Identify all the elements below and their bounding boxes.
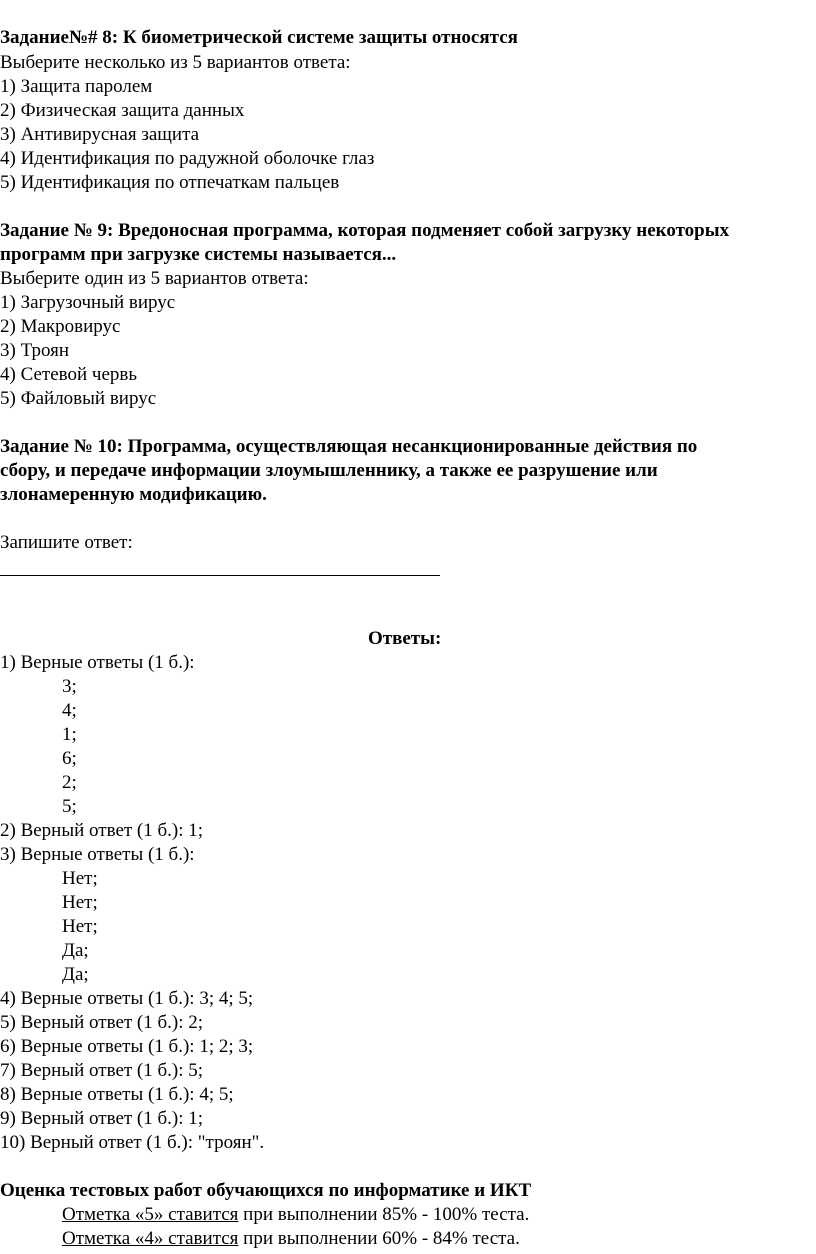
task8-title: Задание№# 8: К биометрической системе защиты относятся xyxy=(0,27,518,48)
answer-6: 6) Верные ответы (1 б.): 1; 2; 3; xyxy=(0,1036,254,1057)
grading-row-4-text: при выполнении 60% - 84% теста. xyxy=(238,1228,520,1249)
task8-option-1: 1) Защита паролем xyxy=(0,76,153,97)
task9-instruction: Выберите один из 5 вариантов ответа: xyxy=(0,268,309,289)
answer-3-item: Нет; xyxy=(62,916,98,937)
task8-instruction: Выберите несколько из 5 вариантов ответа: xyxy=(0,52,351,73)
answer-blank-line xyxy=(0,575,440,576)
answer-2: 2) Верный ответ (1 б.): 1; xyxy=(0,820,204,841)
answer-1-item: 6; xyxy=(62,748,77,769)
task10-title-line2: сбору, и передаче информации злоумышленнику, а также ее разрушение или xyxy=(0,460,658,481)
task10-title-line1: Задание № 10: Программа, осуществляющая несанкционированные действия по xyxy=(0,436,698,457)
grading-row-5 xyxy=(62,1203,529,1227)
answer-5: 5) Верный ответ (1 б.): 2; xyxy=(0,1012,204,1033)
answer-3-item: Нет; xyxy=(62,868,98,889)
task10-title-line3: злонамеренную модификацию. xyxy=(0,484,267,505)
answer-1-item: 4; xyxy=(62,700,77,721)
grading-row-4 xyxy=(62,1227,520,1251)
task9-title-line2: программ при загрузке системы называется... xyxy=(0,244,397,265)
task8-option-3: 3) Антивирусная защита xyxy=(0,124,200,145)
answer-3-item: Да; xyxy=(62,940,89,961)
answer-1-item: 2; xyxy=(62,772,77,793)
task9-option-3: 3) Троян xyxy=(0,340,70,361)
answer-10: 10) Верный ответ (1 б.): "троян". xyxy=(0,1132,265,1153)
task9-option-5: 5) Файловый вирус xyxy=(0,388,157,409)
answer-7: 7) Верный ответ (1 б.): 5; xyxy=(0,1060,204,1081)
task9-option-2: 2) Макровирус xyxy=(0,316,121,337)
answer-3-item: Нет; xyxy=(62,892,98,913)
task10-instruction: Запишите ответ: xyxy=(0,532,133,553)
answer-9: 9) Верный ответ (1 б.): 1; xyxy=(0,1108,204,1129)
task9-option-1: 1) Загрузочный вирус xyxy=(0,292,176,313)
answer-3: 3) Верные ответы (1 б.): xyxy=(0,844,195,865)
task8-option-5: 5) Идентификация по отпечаткам пальцев xyxy=(0,172,340,193)
task8-option-4: 4) Идентификация по радужной оболочке глаз xyxy=(0,148,375,169)
answer-1-item: 5; xyxy=(62,796,77,817)
answers-heading: Ответы: xyxy=(368,628,442,649)
task8-option-2: 2) Физическая защита данных xyxy=(0,100,245,121)
grading-row-5-text: при выполнении 85% - 100% теста. xyxy=(238,1204,530,1225)
answer-1-item: 1; xyxy=(62,724,77,745)
answer-4: 4) Верные ответы (1 б.): 3; 4; 5; xyxy=(0,988,254,1009)
grading-row-5-mark: Отметка «5» ставится xyxy=(62,1204,239,1225)
task9-option-4: 4) Сетевой червь xyxy=(0,364,138,385)
task9-title-line1: Задание № 9: Вредоносная программа, которая подменяет собой загрузку некоторых xyxy=(0,220,730,241)
answer-3-item: Да; xyxy=(62,964,89,985)
grading-title: Оценка тестовых работ обучающихся по информатике и ИКТ xyxy=(0,1180,532,1201)
answer-1-item: 3; xyxy=(62,676,77,697)
answer-1: 1) Верные ответы (1 б.): xyxy=(0,652,195,673)
grading-row-4-mark: Отметка «4» ставится xyxy=(62,1228,239,1249)
answer-8: 8) Верные ответы (1 б.): 4; 5; xyxy=(0,1084,234,1105)
